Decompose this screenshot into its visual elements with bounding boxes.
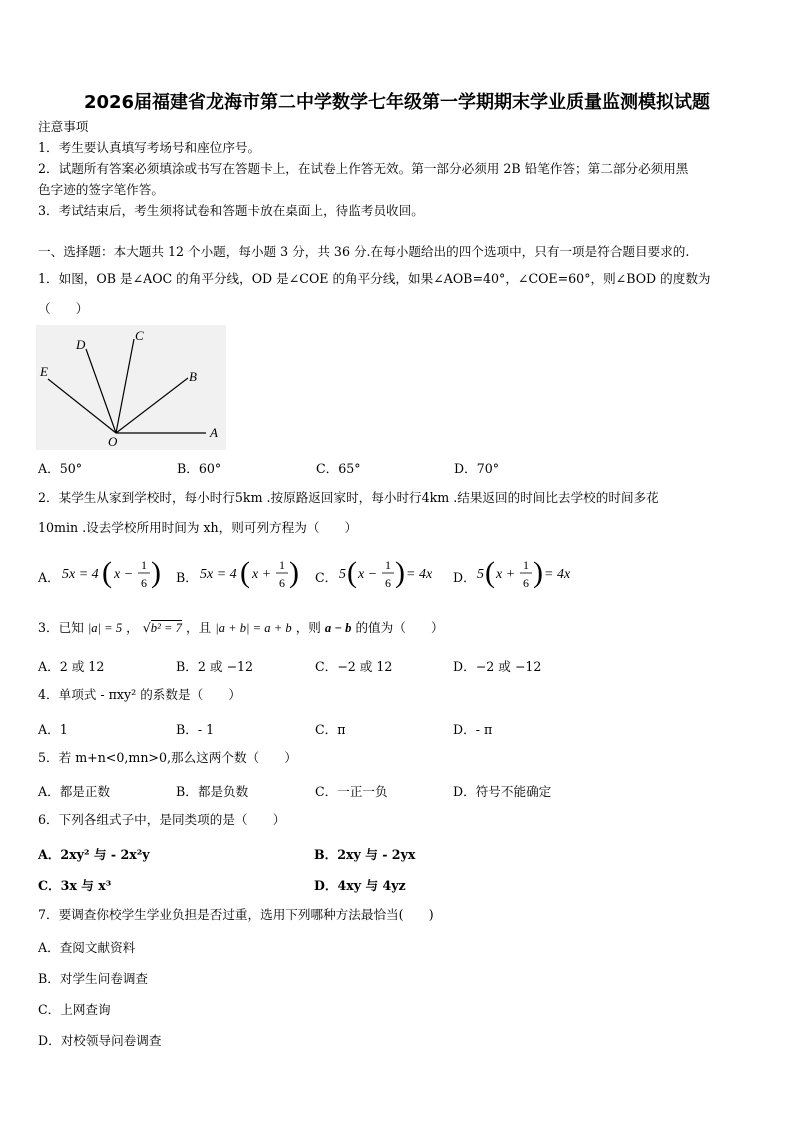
question-4-option-c: C．π bbox=[315, 722, 346, 737]
question-2-stem: 2．某学生从家到学校时，每小时行5km .按原路返回家时，每小时行4km .结果返回的时间比去学校的时间多花 bbox=[38, 490, 659, 505]
q2c-den: 6 bbox=[385, 576, 391, 590]
q3-part4: ，则 bbox=[295, 620, 321, 635]
q2d-den: 6 bbox=[523, 576, 529, 590]
q2d-lparen: ( bbox=[485, 556, 495, 589]
q2a-num: 1 bbox=[141, 558, 147, 572]
label-a: A bbox=[210, 425, 218, 440]
q2d-rparen: ) bbox=[533, 556, 543, 589]
q2b-num: 1 bbox=[279, 558, 285, 572]
q2c-rparen: ) bbox=[395, 556, 405, 589]
question-4-option-a: A．1 bbox=[38, 722, 68, 737]
q2c-pre: 5 bbox=[339, 567, 346, 582]
q2d-num: 1 bbox=[523, 558, 529, 572]
question-2-option-d-formula bbox=[477, 551, 577, 597]
q2b-lparen: ( bbox=[240, 556, 250, 589]
q2d-pre: 5 bbox=[477, 567, 484, 582]
question-4-option-d: D．- π bbox=[453, 722, 493, 737]
question-2-option-a-label: A． bbox=[38, 570, 60, 585]
question-5-option-d: D．符号不能确定 bbox=[453, 784, 552, 799]
q3-part3: ，且 bbox=[185, 620, 212, 635]
notes-item-1: 1．考生要认真填写考场号和座位序号。 bbox=[38, 140, 261, 155]
question-2-option-a-formula bbox=[62, 551, 162, 597]
label-d: D bbox=[76, 337, 86, 352]
question-7-stem: 7．要调查你校学生学业负担是否过重，选用下列哪种方法最恰当( ) bbox=[38, 907, 434, 922]
q3-expr: a − b bbox=[324, 621, 352, 635]
notes-item-2-cont: 色字迹的签字笔作答。 bbox=[38, 182, 164, 197]
question-6-option-d: D．4xy 与 4yz bbox=[314, 878, 406, 893]
angle-figure bbox=[36, 325, 226, 450]
question-1-option-b: B．60° bbox=[177, 461, 222, 476]
question-3-option-b: B．2 或 −12 bbox=[176, 659, 254, 674]
q2a-rparen: ) bbox=[151, 556, 161, 589]
page-title: 2026届福建省龙海市第二中学数学七年级第一学期期末学业质量监测模拟试题 bbox=[83, 92, 711, 113]
q2c-rhs: = 4x bbox=[406, 567, 433, 582]
q2a-den: 6 bbox=[141, 576, 147, 590]
q2a-lhs: 5x = 4 bbox=[62, 567, 99, 582]
q3-part1: 3．已知 bbox=[38, 620, 84, 635]
q3-sqrt-sign: √ bbox=[142, 620, 151, 635]
label-o: O bbox=[108, 434, 118, 449]
question-6-option-b: B．2xy 与 - 2yx bbox=[314, 847, 416, 862]
question-1-option-c: C．65° bbox=[316, 461, 361, 476]
question-5-option-a: A．都是正数 bbox=[38, 784, 111, 799]
label-c: C bbox=[135, 328, 144, 343]
question-7-option-c: C．上网查询 bbox=[38, 1002, 111, 1017]
label-b: B bbox=[189, 369, 197, 384]
section-heading: 一、选择题：本大题共 12 个小题，每小题 3 分，共 36 分.在每小题给出的四个选项中，只有一项是符合题目要求的. bbox=[38, 244, 690, 259]
q3-sqrt-expr: b² = 7 bbox=[150, 621, 182, 635]
question-4-option-b: B．- 1 bbox=[176, 722, 215, 737]
question-6-option-c: C．3x 与 x³ bbox=[38, 878, 112, 893]
question-2-stem-cont: 10min .设去学校所用时间为 xh，则可列方程为（ ） bbox=[38, 520, 358, 535]
q2b-lhs: 5x = 4 bbox=[200, 567, 237, 582]
q3-part2: ， bbox=[126, 620, 139, 635]
q2c-lparen: ( bbox=[347, 556, 357, 589]
question-6-stem: 6．下列各组式子中，是同类项的是（ ） bbox=[38, 812, 286, 827]
question-2-option-c-label: C． bbox=[315, 570, 338, 585]
question-1-stem: 1．如图，OB 是∠AOC 的角平分线，OD 是∠COE 的角平分线，如果∠AOB=40°，∠COE=60°，则∠BOD 的度数为 bbox=[38, 271, 711, 286]
question-5-option-b: B．都是负数 bbox=[176, 784, 249, 799]
q2d-inner: x + bbox=[496, 567, 516, 582]
question-4-stem: 4．单项式 - πxy² 的系数是（ ） bbox=[38, 687, 241, 702]
q2b-den: 6 bbox=[279, 576, 285, 590]
question-5-option-c: C．一正一负 bbox=[315, 784, 388, 799]
question-2-option-d-label: D． bbox=[453, 570, 476, 585]
question-1-option-a: A．50° bbox=[38, 461, 83, 476]
question-3-option-a: A．2 或 12 bbox=[38, 659, 105, 674]
notes-item-2: 2．试题所有答案必须填涂或书写在答题卡上，在试卷上作答无效。第一部分必须用 2B 铅笔作答；第二部分必须用黑 bbox=[38, 161, 689, 176]
q2a-lparen: ( bbox=[102, 556, 112, 589]
q2c-inner: x − bbox=[358, 567, 378, 582]
question-2-option-b-formula bbox=[200, 551, 300, 597]
question-3-stem bbox=[38, 619, 444, 637]
question-7-option-d: D．对校领导问卷调查 bbox=[38, 1033, 162, 1048]
q3-abs-sum: |a + b| = a + b bbox=[215, 621, 292, 635]
notes-item-3: 3．考试结束后，考生须将试卷和答题卡放在桌面上，待监考员收回。 bbox=[38, 203, 424, 218]
question-2-option-b-label: B． bbox=[176, 570, 198, 585]
q2b-inner: x + bbox=[252, 567, 272, 582]
question-2-option-c-formula bbox=[339, 551, 439, 597]
question-5-stem: 5．若 m+n<0,mn>0,那么这两个数（ ） bbox=[38, 750, 297, 765]
question-6-option-a: A．2xy² 与 - 2x²y bbox=[38, 847, 150, 862]
notes-heading: 注意事项 bbox=[38, 119, 89, 134]
q2d-rhs: = 4x bbox=[544, 567, 571, 582]
question-1-paren: （ ） bbox=[38, 301, 89, 316]
question-3-option-d: D．−2 或 −12 bbox=[453, 659, 542, 674]
question-3-option-c: C．−2 或 12 bbox=[315, 659, 393, 674]
question-7-option-b: B．对学生问卷调查 bbox=[38, 971, 149, 986]
q2a-inner: x − bbox=[114, 567, 134, 582]
q2c-num: 1 bbox=[385, 558, 391, 572]
q2b-rparen: ) bbox=[289, 556, 299, 589]
question-7-option-a: A．查阅文献资料 bbox=[38, 940, 136, 955]
label-e: E bbox=[40, 364, 48, 379]
q3-abs-a: |a| = 5 bbox=[87, 621, 123, 635]
q3-part5: 的值为（ ） bbox=[355, 620, 444, 635]
question-1-option-d: D．70° bbox=[454, 461, 500, 476]
